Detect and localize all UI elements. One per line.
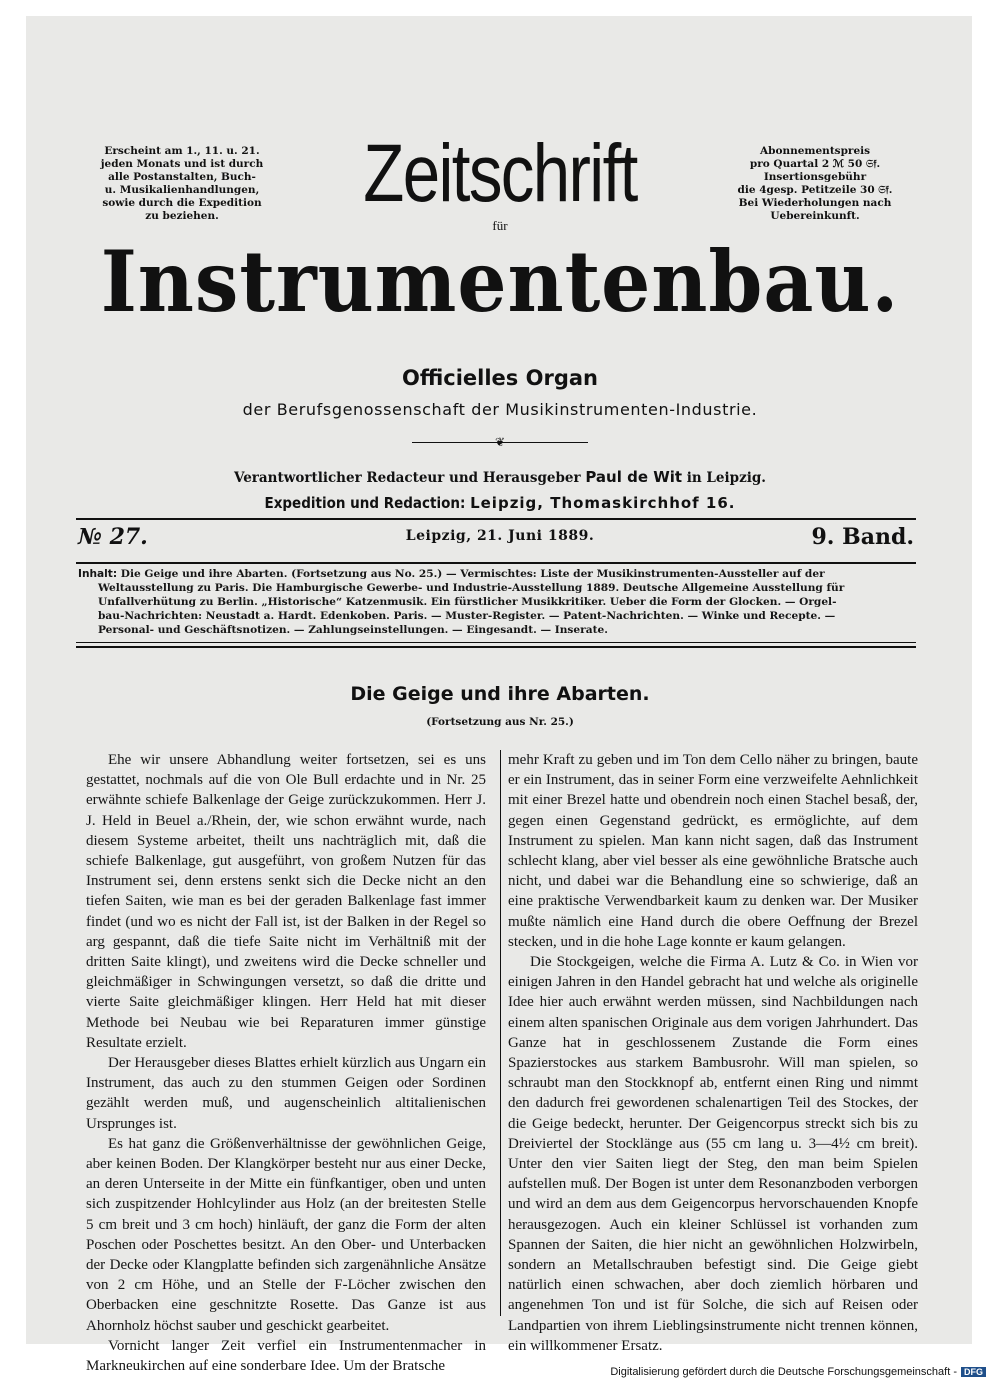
expedition-label: Expedition und Redaction: [264, 494, 471, 512]
editor-line [150, 468, 850, 486]
top-rule [76, 518, 916, 520]
issue-rule [76, 562, 916, 564]
issue-number: № 27. [78, 524, 148, 550]
right-notice-line: Uebereinkunft. [770, 210, 860, 222]
column-divider [500, 750, 501, 1316]
right-notice-line: die 4gesp. Petitzeile 30 𝔖𝔣. [737, 184, 893, 196]
right-notice-line: Abonnementspreis [759, 145, 871, 157]
left-notice-line: u. Musikalienhandlungen, [104, 184, 260, 196]
contents-line: Personal- und Geschäftsnotizen. — Zahlungseinstellungen. — Eingesandt. — Inserate. [98, 624, 608, 636]
contents-rule-2 [76, 646, 916, 648]
article-paragraph: Es hat ganz die Größenverhältnisse der gewöhnlichen Geige, aber keinen Boden. Der Klangkörper besteht nur aus einer Decke, an deren Unterseite in der Mitte ein fünfkantiger, oben und unten sich zuspitzender Hohlcylinder aus Holz (an der breitesten Stelle 5 cm breit und 3 cm hoch) hinläuft, der ganz die Form der alten Poschen oder Poschettes besitzt. An den Ober- und Unterbacken der Decke oder Klangplatte befinden sich zargenähnliche Ansätze von 2 cm Höhe, und an Stelle der F-Löcher zwischen den Oberbacken eine geschnitzte Rosette. Das Ganze ist aus Ahornholz höchst sauber und geschickt gearbeitet. [86, 1135, 486, 1334]
right-notice-line: pro Quartal 2 ℳ 50 𝔖𝔣. [749, 158, 881, 170]
left-notice-line: alle Postanstalten, Buch- [108, 171, 256, 183]
issue-dateline: Leipzig, 21. Juni 1889. [405, 528, 595, 544]
left-notice-line: zu beziehen. [145, 210, 219, 222]
article-paragraph: Vornicht langer Zeit verfiel ein Instrumentenmacher in Markneukirchen auf eine sonderbare Idee. Um der Bratsche [86, 1337, 486, 1375]
expedition-address: Leipzig, Thomaskirchhof 16. [470, 494, 736, 512]
contents-label: Inhalt: [78, 568, 118, 580]
article-column-right [508, 750, 918, 1354]
title-small: für [492, 218, 508, 233]
left-notice-line: sowie durch die Expedition [102, 197, 262, 209]
article-column-left [86, 750, 486, 1375]
issue-volume: 9. Band. [811, 524, 914, 550]
expedition-line [150, 494, 850, 512]
subtitle: Officielles Organ [402, 366, 598, 390]
left-notice [96, 145, 268, 223]
title-main: Instrumentenbau. [100, 232, 900, 331]
article-paragraph: Die Stockgeigen, welche die Firma A. Lutz & Co. in Wien vor einigen Jahren in den Handel gebracht hat und welche als originelle Idee hier auch erwähnt werden müssen, sind Nachbildungen nach einem alten spanischen Originale aus dem vorigen Jahrhundert. Das Ganze hat in geschlossenem Zustande die Form eines Spazierstockes aus starkem Bambusrohr. Will man spielen, so schraubt man den Stockknopf ab, entfernt einen Ring und nimmt den dadurch frei gewordenen schalenartigen Teil des Stockes, der die Geige bedeckt, herunter. Der Geigencorpus streckt sich bis zu Dreiviertel der Stocklänge aus (55 cm lang u. 3—4½ cm breit). Unter den vier Saiten liegt der Steg, den man beim Spielen aufstellen muß. Der Bogen ist unter dem Resonanzboden verborgen und wird an dem aus dem Geigencorpus hervorschauenden Knopfe herausgezogen. Auch ein kleiner Schlüssel ist vorhanden zum Spannen der Saiten, die hier nicht an gewöhnlichen Holzwirbeln, sondern an Metallschrauben befestigt sind. Die Geige giebt natürlich einen schwachen, aber doch ziemlich hörbaren und angenehmen Ton und ist für Solche, die sich auf Reisen oder Landpartien von ihrem Lieblingsinstrumente nicht trennen können, ein willkommener Ersatz. [508, 954, 918, 1354]
editor-prefix: Verantwortlicher Redacteur und Herausgeber [233, 470, 586, 486]
article-paragraph: Ehe wir unsere Abhandlung weiter fortsetzen, sei es uns gestattet, nochmals auf die von Ole Bull erdachte und in Nr. 25 erwähnte schiefe Balkenlage der Geige zurückzukommen. Herr J. J. Held in Beuel a./Rhein, der, wie schon erwähnt wurde, nach diesem Systeme arbeitet, theilt uns nachträglich mit, daß die schiefe Balkenlage, gut ausgeführt, von großem Nutzen für das Instrument sei, denn erstens senkt sich die Decke nicht an den tiefen Saiten, wie man es bei der geraden Balkenlage fast immer findet (und wo es nicht der Fall ist, ist der Balken in der Regel so arg gespannt, daß die tiefe Saite nicht im Verhältniß mit der dritten Saite klingt), und zweitens wird die Decke schneller und gleichmäßiger in Schwingungen versetzt, so daß die dritte und vierte Saite gleichmäßiger klingen. Herr Held hat mit dieser Methode bei Neubau wie bei Reparaturen immer günstige Resultate erzielt. [86, 752, 486, 1051]
dfg-logo: DFG [961, 1367, 986, 1377]
footer-text: Digitalisierung gefördert durch die Deutsche Forschungsgemeinschaft - [610, 1366, 957, 1378]
contents-line: bau-Nachrichten: Neustadt a. Hardt. Edenkoben. Paris. — Muster-Register. — Patent-Nachrichten. — Winke und Recepte. — [98, 610, 836, 622]
contents-rule-1 [76, 642, 916, 643]
right-notice-line: Bei Wiederholungen nach [738, 197, 892, 209]
right-notice-line: Insertionsgebühr [763, 171, 867, 183]
ornament-icon: ❦ [494, 435, 506, 449]
article-title: Die Geige und ihre Abarten. [350, 683, 650, 705]
title-top: Zeitschrift [363, 128, 637, 219]
subtitle-2: der Berufsgenossenschaft der Musikinstrumenten-Industrie. [242, 400, 758, 419]
article-subtitle: (Fortsetzung aus Nr. 25.) [426, 716, 574, 728]
contents-line: Unfallverhütung zu Berlin. „Historische“ Katzenmusik. Ein fürstlicher Musikkritiker. Ueber die Form der Glocken. — Orgel- [98, 596, 837, 608]
left-notice-line: jeden Monats und ist durch [100, 158, 264, 170]
digitization-footer [610, 1366, 986, 1378]
contents [78, 567, 916, 637]
editor-suffix: in Leipzig. [682, 470, 767, 486]
article-paragraph: Der Herausgeber dieses Blattes erhielt kürzlich aus Ungarn ein Instrument, das auch zu den stummen Geigen oder Sordinen gezählt werden muß, und augenscheinlich altitalienischen Ursprunges ist. [86, 1055, 486, 1132]
contents-line [78, 567, 916, 581]
contents-text: Die Geige und ihre Abarten. (Fortsetzung aus No. 25.) — Vermischtes: Liste der Musikinstrumenten-Aussteller auf der [117, 568, 825, 580]
article-paragraph: mehr Kraft zu geben und im Ton dem Cello näher zu bringen, baute er ein Instrument, das in seiner Form eine verzweifelte Aehnlichkeit mit einer Brezel hatte und obendrein noch einen Stachel besaß, der, gegen einen Gegenstand gedrückt, es ermöglichte, auf dem Instrument zu spielen. Man kann nicht sagen, daß das Instrument schlecht klang, aber viel besser als eine gewöhnliche Bratsche auch nicht, und dabei war die Behandlung eine so schwierige, daß an eine praktische Verwendbarkeit kaum zu denken war. Der Musiker mußte nämlich eine Hand durch die obere Oeffnung der Brezel stecken, und in die hohe Lage konnte er kaum gelangen. [508, 752, 918, 950]
editor-name: Paul de Wit [585, 468, 683, 486]
right-notice [725, 145, 905, 223]
contents-line: Weltausstellung zu Paris. Die Hamburgische Gewerbe- und Industrie-Ausstellung 1889. Deutsche Allgemeine Ausstellung für [98, 582, 845, 594]
left-notice-line: Erscheint am 1., 11. u. 21. [104, 145, 260, 157]
